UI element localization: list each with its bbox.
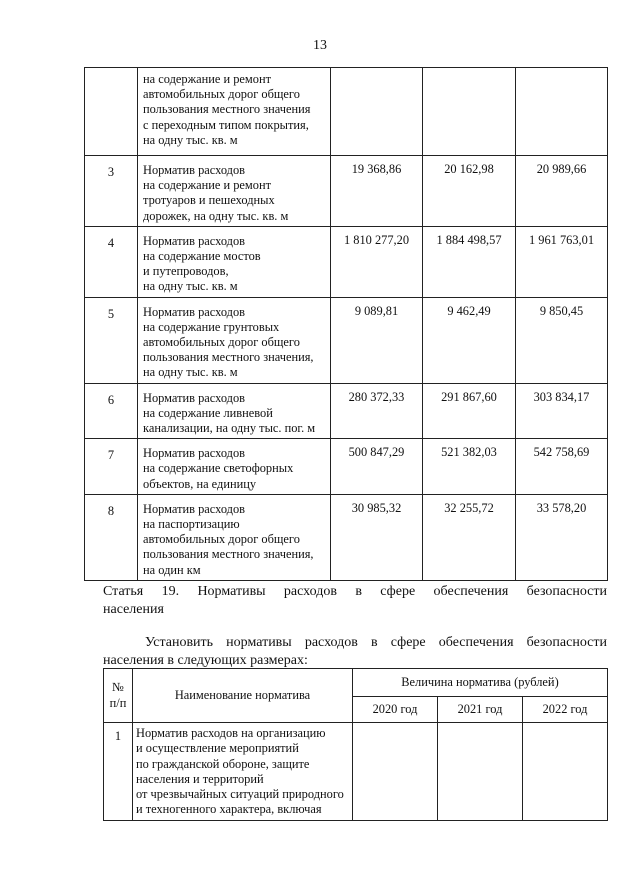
- description-line: дорожек, на одну тыс. кв. м: [143, 208, 289, 223]
- value-2022: [516, 68, 608, 156]
- value-2022: [523, 723, 608, 821]
- description-line: Норматив расходов: [143, 501, 246, 516]
- description-line: по гражданской обороне, защите: [136, 756, 310, 771]
- norm-description: [138, 156, 331, 227]
- norms-table-safety: [103, 668, 608, 821]
- norm-description: [138, 297, 331, 383]
- description-line: Норматив расходов: [143, 233, 246, 248]
- table-row: [85, 297, 608, 383]
- value-2021: 1 884 498,57: [423, 226, 516, 297]
- header-year-2020: 2020 год: [353, 697, 438, 723]
- row-number: 1: [104, 723, 133, 821]
- description-line: канализации, на одну тыс. пог. м: [143, 421, 316, 436]
- row-number: 4: [85, 226, 138, 297]
- page-number: 13: [313, 38, 327, 53]
- description-line: пользования местного значения: [143, 102, 311, 117]
- description-line: тротуаров и пешеходных: [143, 193, 275, 208]
- header-name: Наименование норматива: [133, 669, 353, 723]
- description-line: Норматив расходов: [143, 304, 246, 319]
- value-2020: 19 368,86: [331, 156, 423, 227]
- value-2021: 521 382,03: [423, 439, 516, 495]
- value-2022: 33 578,20: [516, 494, 608, 580]
- table-row: [85, 439, 608, 495]
- description-line: Норматив расходов: [143, 390, 246, 405]
- description-line: на содержание и ремонт: [143, 178, 271, 193]
- row-number: 3: [85, 156, 138, 227]
- description-line: пользования местного значения,: [143, 350, 314, 365]
- value-2020: 500 847,29: [331, 439, 423, 495]
- table-row: [85, 68, 608, 156]
- description-line: Норматив расходов: [143, 446, 246, 461]
- value-2022: 20 989,66: [516, 156, 608, 227]
- value-2021: [438, 723, 523, 821]
- header-number: [104, 669, 133, 723]
- value-2022: 542 758,69: [516, 439, 608, 495]
- row-number: 6: [85, 383, 138, 439]
- value-2020: 280 372,33: [331, 383, 423, 439]
- description-line: и осуществление мероприятий: [136, 741, 299, 756]
- description-line: объектов, на единицу: [143, 476, 257, 491]
- table-row: [85, 156, 608, 227]
- row-number: 8: [85, 494, 138, 580]
- description-line: пользования местного значения,: [143, 547, 314, 562]
- description-line: на одну тыс. кв. м: [143, 279, 238, 294]
- norm-description: [138, 226, 331, 297]
- description-line: Норматив расходов на организацию: [136, 726, 326, 740]
- value-2022: 1 961 763,01: [516, 226, 608, 297]
- norm-description: [138, 494, 331, 580]
- row-number: [85, 68, 138, 156]
- norm-description: [138, 383, 331, 439]
- header-number-pp: п/п: [109, 695, 127, 710]
- description-line: на содержание грунтовых: [143, 319, 280, 334]
- value-2021: [423, 68, 516, 156]
- description-line: на содержание и ремонт: [143, 72, 271, 86]
- row-number: 7: [85, 439, 138, 495]
- header-number-sign: №: [112, 680, 124, 695]
- norms-table-roads: [84, 67, 608, 581]
- description-line: автомобильных дорог общего: [143, 532, 300, 547]
- value-2021: 20 162,98: [423, 156, 516, 227]
- description-line: на один км: [143, 562, 201, 577]
- row-number: 5: [85, 297, 138, 383]
- article-heading: Статья 19. Нормативы расходов в сфере обеспечения безопасности: [103, 584, 607, 599]
- table-row: [85, 383, 608, 439]
- value-2020: 30 985,32: [331, 494, 423, 580]
- article-heading-continuation: населения: [103, 602, 164, 617]
- table-row: [104, 723, 608, 821]
- description-line: на одну тыс. кв. м: [143, 365, 238, 380]
- header-value: Величина норматива (рублей): [353, 669, 608, 697]
- value-2020: [331, 68, 423, 156]
- description-line: автомобильных дорог общего: [143, 335, 300, 350]
- value-2022: 9 850,45: [516, 297, 608, 383]
- header-year-2022: 2022 год: [523, 697, 608, 723]
- value-2020: [353, 723, 438, 821]
- description-line: автомобильных дорог общего: [143, 87, 300, 102]
- intro-paragraph: Установить нормативы расходов в сфере обеспечения безопасности: [145, 635, 607, 650]
- description-line: населения и территорий: [136, 771, 264, 786]
- table-row: [85, 226, 608, 297]
- description-line: с переходным типом покрытия,: [143, 117, 309, 132]
- description-line: и путепроводов,: [143, 264, 229, 279]
- norm-description: [133, 723, 353, 821]
- value-2021: 32 255,72: [423, 494, 516, 580]
- table-row: [85, 494, 608, 580]
- description-line: на паспортизацию: [143, 517, 240, 532]
- value-2020: 1 810 277,20: [331, 226, 423, 297]
- norm-description: [138, 68, 331, 156]
- header-year-2021: 2021 год: [438, 697, 523, 723]
- description-line: на содержание ливневой: [143, 405, 273, 420]
- value-2020: 9 089,81: [331, 297, 423, 383]
- description-line: и техногенного характера, включая: [136, 802, 322, 817]
- intro-paragraph-continuation: населения в следующих размерах:: [103, 653, 308, 668]
- description-line: на содержание светофорных: [143, 461, 294, 476]
- value-2022: 303 834,17: [516, 383, 608, 439]
- value-2021: 291 867,60: [423, 383, 516, 439]
- value-2021: 9 462,49: [423, 297, 516, 383]
- description-line: от чрезвычайных ситуаций природного: [136, 787, 344, 802]
- norm-description: [138, 439, 331, 495]
- description-line: на содержание мостов: [143, 249, 261, 264]
- description-line: Норматив расходов: [143, 163, 246, 177]
- description-line: на одну тыс. кв. м: [143, 132, 238, 147]
